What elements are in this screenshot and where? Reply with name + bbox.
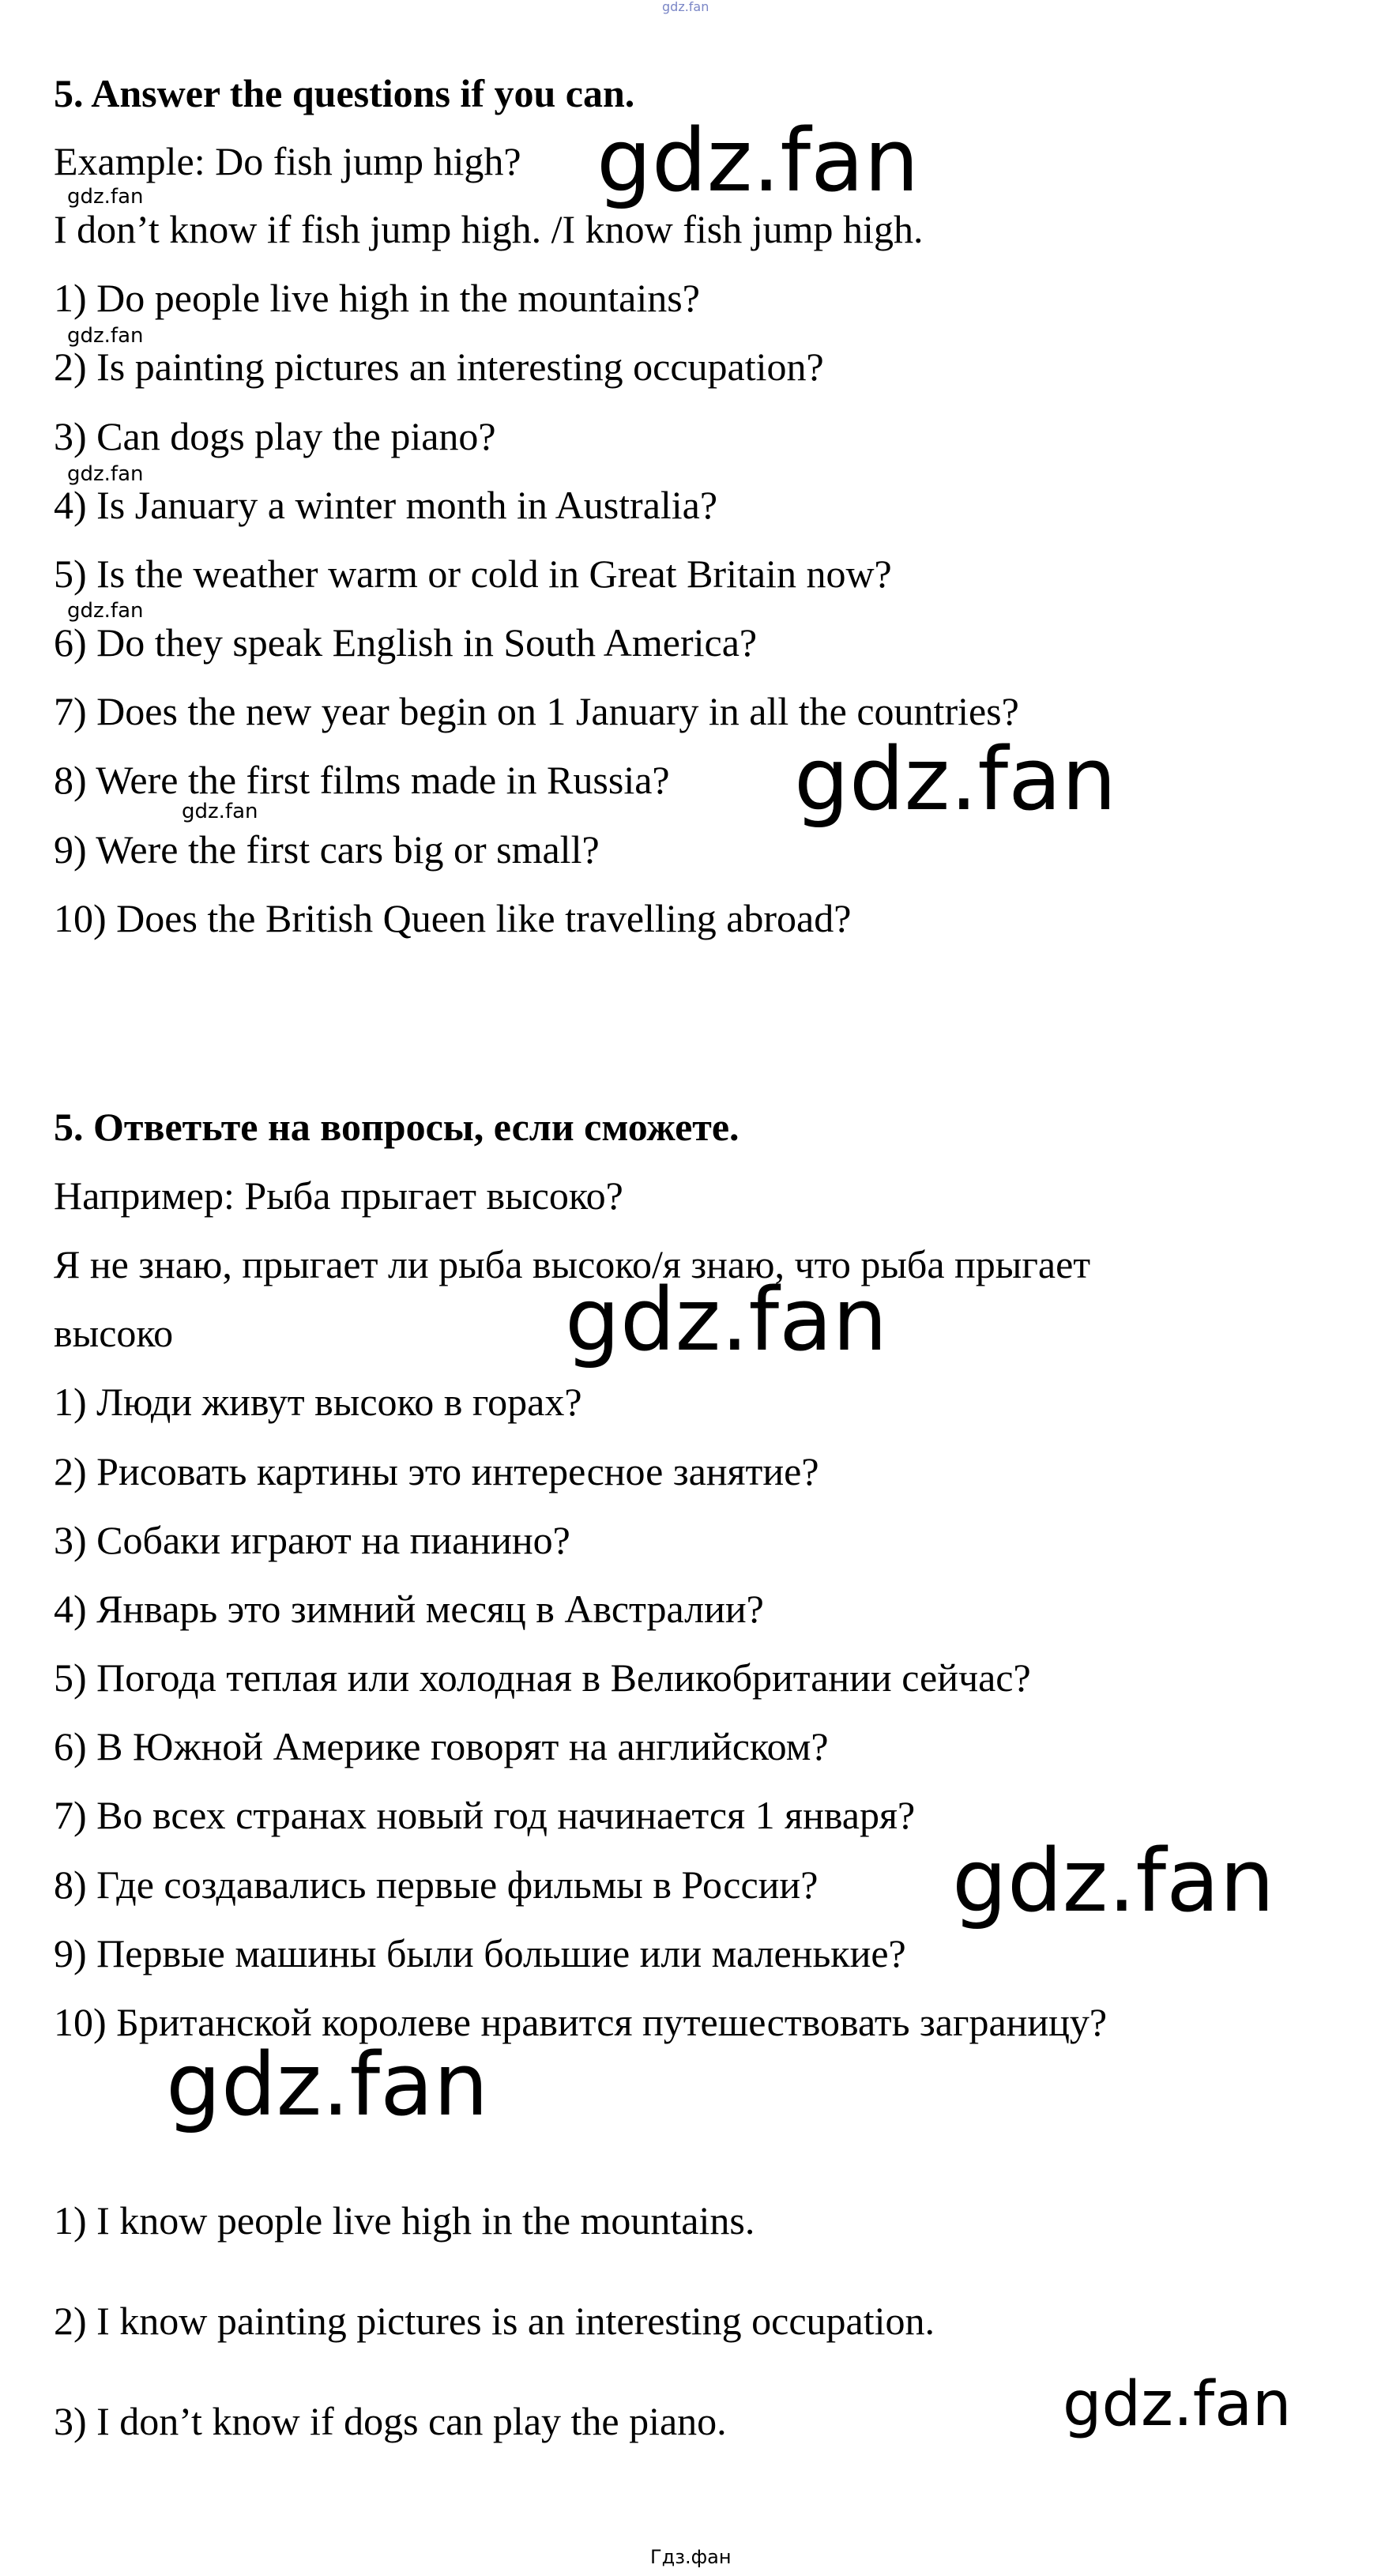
- question-en-8: 8) Were the first films made in Russia?: [54, 758, 670, 802]
- question-en-6: 6) Do they speak English in South America?: [54, 620, 758, 665]
- watermark-large: gdz.fan: [565, 1269, 888, 1370]
- question-ru-2: 2) Рисовать картины это интересное занятие?: [54, 1449, 819, 1493]
- question-ru-3: 3) Собаки играют на пианино?: [54, 1518, 570, 1562]
- example-question-en: Example: Do fish jump high?: [54, 139, 521, 183]
- question-en-5: 5) Is the weather warm or cold in Great Britain now?: [54, 552, 892, 596]
- watermark-large: gdz.fan: [794, 729, 1117, 830]
- question-ru-7: 7) Во всех странах новый год начинается 1 января?: [54, 1793, 916, 1837]
- watermark-large: gdz.fan: [1063, 2369, 1292, 2440]
- watermark-top: gdz.fan: [662, 0, 709, 14]
- question-ru-8: 8) Где создавались первые фильмы в России?: [54, 1862, 819, 1907]
- answer-2: 2) I know painting pictures is an interesting occupation.: [54, 2299, 935, 2343]
- question-en-7: 7) Does the new year begin on 1 January in all the countries?: [54, 689, 1019, 733]
- question-ru-9: 9) Первые машины были большие или маленькие?: [54, 1931, 906, 1975]
- exercise-heading-ru: 5. Ответьте на вопросы, если сможете.: [54, 1105, 740, 1149]
- answer-1: 1) I know people live high in the mountains.: [54, 2198, 755, 2243]
- question-en-3: 3) Can dogs play the piano?: [54, 414, 496, 458]
- example-answer-ru-line1: Я не знаю, прыгает ли рыба высоко/я знаю, что рыба прыгает: [54, 1242, 1091, 1286]
- answer-3: 3) I don’t know if dogs can play the piano.: [54, 2399, 727, 2443]
- watermark-bottom: Гдз.фан: [650, 2546, 732, 2568]
- question-ru-5: 5) Погода теплая или холодная в Великобритании сейчас?: [54, 1655, 1031, 1700]
- watermark-small: gdz.fan: [182, 800, 258, 823]
- watermark-small: gdz.fan: [67, 599, 144, 623]
- question-en-2: 2) Is painting pictures an interesting occupation?: [54, 345, 824, 389]
- question-en-4: 4) Is January a winter month in Australia?: [54, 483, 718, 527]
- question-ru-4: 4) Январь это зимний месяц в Австралии?: [54, 1587, 764, 1631]
- watermark-large: gdz.fan: [597, 110, 920, 211]
- example-answer-en: I don’t know if fish jump high. /I know fish jump high.: [54, 207, 924, 251]
- question-en-10: 10) Does the British Queen like travelling abroad?: [54, 896, 852, 940]
- exercise-heading-en: 5. Answer the questions if you can.: [54, 71, 635, 115]
- question-en-1: 1) Do people live high in the mountains?: [54, 276, 700, 320]
- example-answer-ru-line2: высоко: [54, 1311, 174, 1355]
- watermark-small: gdz.fan: [67, 324, 144, 348]
- watermark-small: gdz.fan: [67, 185, 144, 209]
- watermark-large: gdz.fan: [166, 2034, 489, 2135]
- question-en-9: 9) Were the first cars big or small?: [54, 827, 600, 872]
- question-ru-6: 6) В Южной Америке говорят на английском?: [54, 1724, 829, 1768]
- watermark-small: gdz.fan: [67, 462, 144, 486]
- example-question-ru: Например: Рыба прыгает высоко?: [54, 1173, 623, 1218]
- question-ru-1: 1) Люди живут высоко в горах?: [54, 1380, 582, 1424]
- watermark-large: gdz.fan: [952, 1830, 1275, 1931]
- question-ru-10: 10) Британской королеве нравится путешествовать заграницу?: [54, 2000, 1108, 2044]
